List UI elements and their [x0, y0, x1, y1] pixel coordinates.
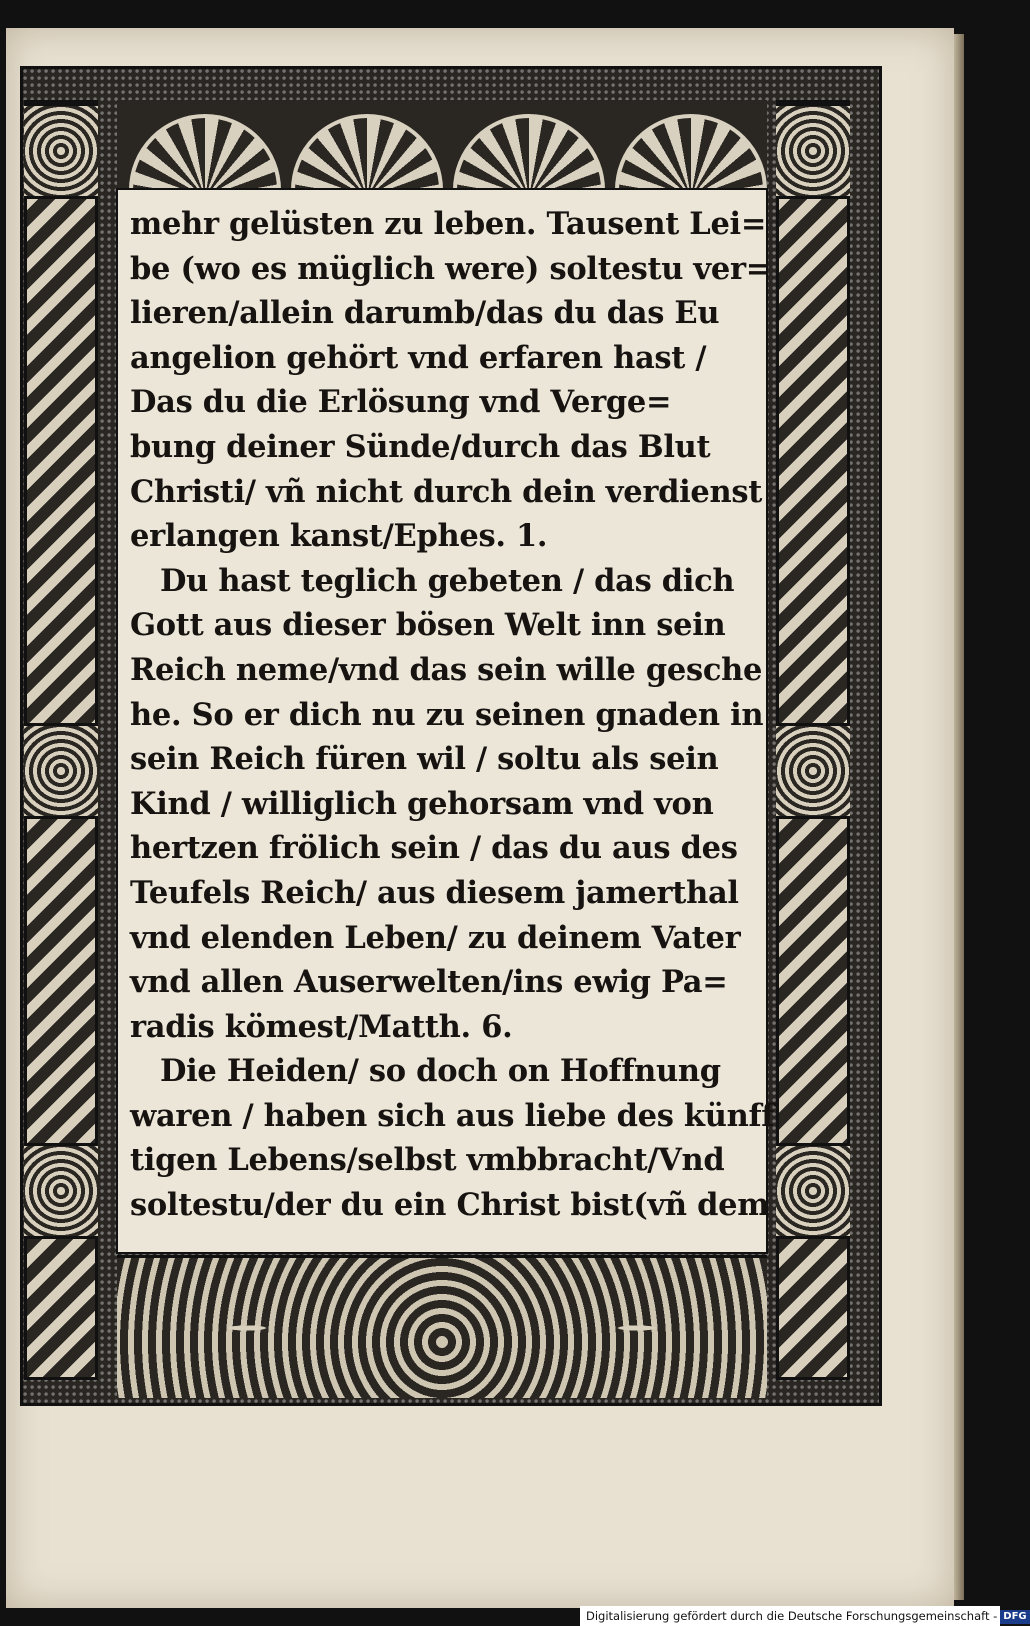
text-line: Das du die Erlösung vnd Verge= — [130, 384, 672, 421]
text-line: waren / haben sich aus liebe des künff — [130, 1097, 775, 1134]
text-line: Kind / williglich gehorsam vnd von — [130, 785, 714, 822]
text-line: soltestu/der du ein Christ bist(vñ dem — [130, 1187, 770, 1224]
text-line: radis kömest/Matth. 6. — [130, 1008, 513, 1045]
digitization-footer — [580, 1606, 1027, 1626]
text-line: vnd elenden Leben/ zu deinem Vater — [130, 919, 741, 956]
text-line: Teufels Reich/ aus diesem jamerthal — [130, 874, 739, 911]
text-line: bung deiner Sünde/durch das Blut — [130, 428, 711, 465]
text-line: erlangen kanst/Ephes. 1. — [130, 518, 548, 555]
dfg-logo: DFG — [1000, 1610, 1029, 1624]
text-line: Die Heiden/ so doch on Hoffnung — [160, 1053, 721, 1090]
text-line: hertzen frölich sein / das du aus des — [130, 830, 738, 867]
page-edge — [954, 34, 964, 1600]
text-line: tigen Lebens/selbst vmbbracht/Vnd — [130, 1142, 725, 1179]
text-line: be (wo es müglich were) soltestu ver= — [130, 250, 771, 287]
text-line: mehr gelüsten zu leben. Tausent Lei= — [130, 206, 767, 242]
left-pillar-ornament — [24, 100, 98, 1380]
bottom-figure-ornament — [117, 1255, 767, 1398]
text-line: angelion gehört vnd erfaren hast / — [130, 339, 707, 376]
text-line: vnd allen Auserwelten/ins ewig Pa= — [130, 964, 728, 1001]
text-line: sein Reich füren wil / soltu als sein — [130, 741, 719, 778]
text-line: Reich neme/vnd das sein wille gesche — [130, 651, 763, 688]
text-line: he. So er dich nu zu seinen gnaden in — [130, 696, 764, 733]
right-pillar-ornament — [776, 100, 850, 1380]
text-line: Du hast teglich gebeten / das dich — [160, 562, 735, 599]
text-line: lieren/allein darumb/das du das Eu — [130, 295, 720, 332]
footer-text: Digitalisierung gefördert durch die Deutsche Forschungsgemeinschaft - — [586, 1609, 998, 1623]
text-block — [116, 188, 775, 1254]
text-line: Christi/ vñ nicht durch dein verdienst — [130, 473, 763, 510]
top-arch-ornament — [117, 100, 767, 188]
text-line: Gott aus dieser bösen Welt inn sein — [130, 607, 726, 644]
